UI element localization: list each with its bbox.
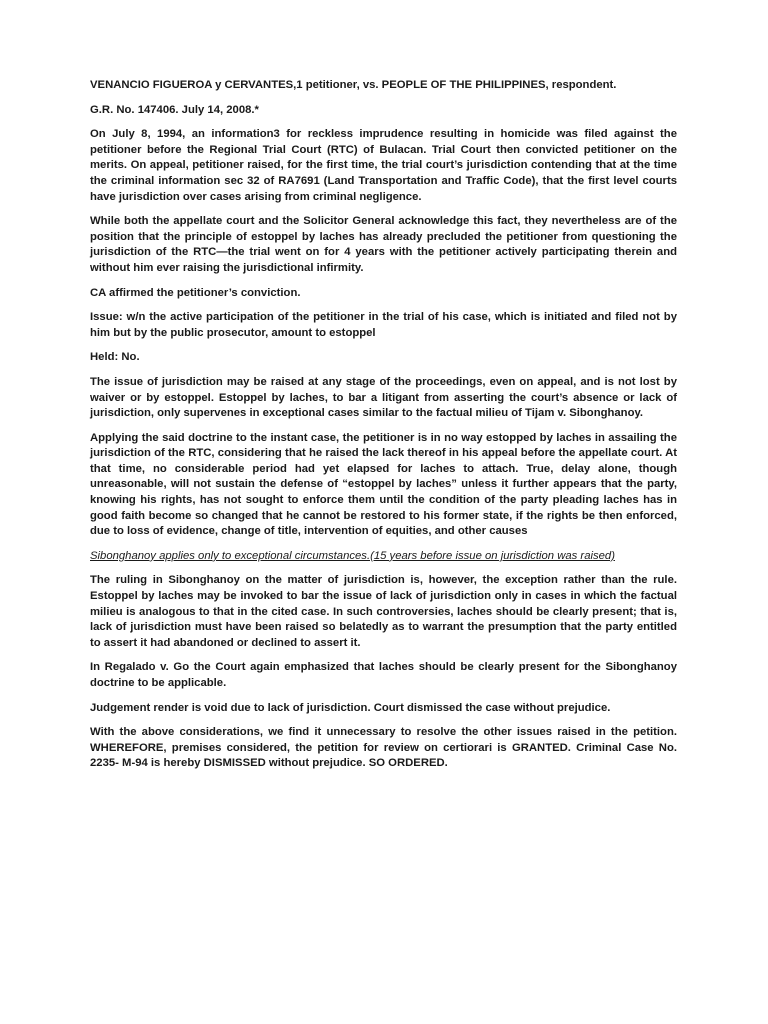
facts-paragraph: On July 8, 1994, an information3 for reckless imprudence resulting in homicide was filed against the petitioner before the Regional Trial Court (RTC) of Bulacan. Trial Court then convicted petitioner on the merits. On appeal, petitioner raised, for the first time, the trial court’s jurisdiction contending that at the time the criminal information sec 32 of RA7691 (Land Transportation and Traffic Code), that the first level courts have jurisdiction over cases arising from criminal negligence. [90,128,677,203]
document-page [90,78,677,781]
judgement-paragraph: Judgement render is void due to lack of jurisdiction. Court dismissed the case without prejudice. [90,701,611,714]
case-caption: VENANCIO FIGUEROA y CERVANTES,1 petitioner, vs. PEOPLE OF THE PHILIPPINES, respondent. [90,79,617,91]
sibonghanoy-ruling-paragraph: The ruling in Sibonghanoy on the matter of jurisdiction is, however, the exception rather than the rule. Estoppel by laches may be invoked to bar the issue of lack of jurisdiction only in cases in which the factual milieu is analogous to that in the cited case. In such controversies, laches should be clearly present; that is, lack of jurisdiction must have been raised so belatedly as to warrant the presumption that the party entitled to assert it had abandoned or declined to assert it. [90,574,677,649]
regalado-paragraph: In Regalado v. Go the Court again emphasized that laches should be clearly present for the Sibonghanoy doctrine to be applicable. [90,661,677,689]
jurisdiction-paragraph: The issue of jurisdiction may be raised at any stage of the proceedings, even on appeal, and is not lost by waiver or by estoppel. Estoppel by laches, to bar a litigant from asserting the court’s absence or lack of jurisdiction, only supervenes in exceptional cases similar to the factual milieu of Tijam v. Sibonghanoy. [90,375,677,420]
ca-ruling: CA affirmed the petitioner’s conviction. [90,286,301,299]
issue-paragraph: Issue: w/n the active participation of the petitioner in the trial of his case, which is initiated and filed not by him but by the public prosecutor, amount to estoppel [90,311,677,339]
gr-number: G.R. No. 147406. July 14, 2008.* [90,103,259,116]
sibonghanoy-subheading: Sibonghanoy applies only to exceptional circumstances.(15 years before issue on jurisdiction was raised) [90,549,615,562]
held-paragraph: Held: No. [90,351,140,364]
dispositive-paragraph: With the above considerations, we find it unnecessary to resolve the other issues raised in the petition. WHEREFORE, premises considered, the petition for review on certiorari is GRANTED. Criminal Case No. 2235- M-94 is hereby DISMISSED without prejudice. SO ORDERED. [90,726,677,770]
solgen-paragraph: While both the appellate court and the Solicitor General acknowledge this fact, they nevertheless are of the position that the principle of estoppel by laches has already precluded the petitioner from questioning the jurisdiction of the RTC—the trial went on for 4 years with the petitioner actively participating therein and without him ever raising the jurisdictional infirmity. [90,215,677,274]
doctrine-application-paragraph: Applying the said doctrine to the instant case, the petitioner is in no way estopped by laches in assailing the jurisdiction of the RTC, considering that he raised the lack thereof in his appeal before the appellate court. At that time, no considerable period had yet elapsed for laches to attach. True, delay alone, though unreasonable, will not sustain the defense of “estoppel by laches” unless it further appears that the party, knowing his rights, has not sought to enforce them until the condition of the party pleading laches has in good faith become so changed that he cannot be restored to his former state, if the rights be then enforced, due to loss of evidence, change of title, intervention of equities, and other causes [90,431,677,538]
